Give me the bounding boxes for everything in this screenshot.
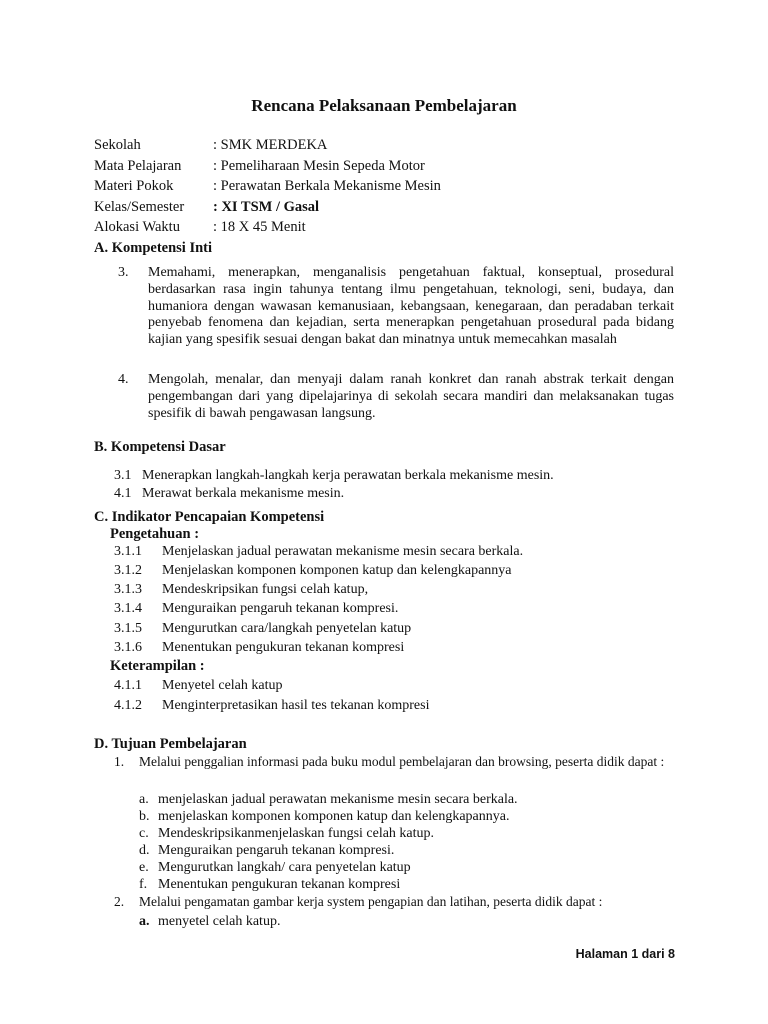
info-row-alokasi-waktu xyxy=(94,217,441,238)
tujuan-sub-item xyxy=(139,809,509,825)
info-value: : Perawatan Berkala Mekanisme Mesin xyxy=(213,178,441,194)
item-text: Menjelaskan jadual perawatan mekanisme mesin secara berkala. xyxy=(162,544,524,559)
item-number: 3.1.1 xyxy=(114,544,142,559)
tujuan-sub-item xyxy=(139,843,394,859)
item-text: Menjelaskan komponen komponen katup dan kelengkapannya xyxy=(162,563,512,578)
item-number: 2. xyxy=(114,894,125,909)
item-text: Menyetel celah katup xyxy=(162,678,283,693)
tujuan-sub-item xyxy=(139,792,518,808)
item-letter: a. xyxy=(139,792,149,807)
item-text: Merawat berkala mekanisme mesin. xyxy=(142,486,345,501)
kompetensi-inti-item xyxy=(118,265,674,349)
info-row-mata-pelajaran xyxy=(94,156,441,177)
item-text: Mengurutkan cara/langkah penyetelan katup xyxy=(162,621,412,636)
info-label: Kelas/Semester xyxy=(94,198,185,215)
tujuan-sub-item xyxy=(139,877,400,893)
info-value: : XI TSM / Gasal xyxy=(213,198,320,215)
item-text: Memahami, menerapkan, menganalisis pengetahuan faktual, konseptual, prosedural berdasarkan rasa ingin tahunya tentang ilmu pengetahuan, teknologi, seni, budaya, dan humaniora dengan wawasan kemanusiaan, kebangsaan, kenegaraan, dan peradaban terkait penyebab fenomena dan kejadian, serta menerapkan pengetahuan prosedural pada bidang kajian yang spesifik sesuai dengan bakat dan minatnya untuk memecahkan masalah xyxy=(148,265,674,348)
info-value: : 18 X 45 Menit xyxy=(213,219,306,235)
kompetensi-dasar-item xyxy=(114,468,554,484)
item-number: 4.1.2 xyxy=(114,698,142,713)
section-b-heading: B. Kompetensi Dasar xyxy=(94,439,226,455)
info-label: Mata Pelajaran xyxy=(94,157,182,174)
item-text: Mendeskripsikanmenjelaskan fungsi celah katup. xyxy=(158,826,435,841)
item-number: 3.1.4 xyxy=(114,601,142,616)
info-label: Materi Pokok xyxy=(94,178,174,194)
info-row-kelas-semester xyxy=(94,197,441,218)
item-number: 3.1.6 xyxy=(114,640,142,655)
item-text: Mendeskripsikan fungsi celah katup, xyxy=(162,582,369,597)
indikator-item xyxy=(114,544,523,560)
item-letter: a. xyxy=(139,914,150,929)
indikator-item xyxy=(114,563,512,579)
item-text: Menginterpretasikan hasil tes tekanan kompresi xyxy=(162,698,430,713)
tujuan-item xyxy=(114,754,676,771)
document-title: Rencana Pelaksanaan Pembelajaran xyxy=(251,96,517,115)
tujuan-item xyxy=(114,894,676,911)
keterampilan-label: Keterampilan : xyxy=(110,658,205,674)
info-label: Alokasi Waktu xyxy=(94,219,180,235)
item-text: Melalui penggalian informasi pada buku modul pembelajaran dan browsing, peserta didik dapat : xyxy=(139,754,665,769)
info-label: Sekolah xyxy=(94,137,141,153)
info-block xyxy=(94,135,441,238)
item-letter: f. xyxy=(139,877,148,892)
item-number: 4. xyxy=(118,372,129,387)
item-text: Menerapkan langkah-langkah kerja perawatan berkala mekanisme mesin. xyxy=(142,468,554,483)
item-number: 1. xyxy=(114,754,125,769)
item-text: menjelaskan jadual perawatan mekanisme mesin secara berkala. xyxy=(158,792,518,807)
info-value: : Pemeliharaan Mesin Sepeda Motor xyxy=(213,157,425,174)
item-text: menjelaskan komponen komponen katup dan kelengkapannya. xyxy=(158,809,510,824)
indikator-item xyxy=(114,582,368,598)
tujuan-sub-item xyxy=(139,826,434,842)
item-number: 3.1.5 xyxy=(114,621,142,636)
pengetahuan-label: Pengetahuan : xyxy=(110,526,200,542)
kompetensi-dasar-item xyxy=(114,486,344,502)
info-value: : SMK MERDEKA xyxy=(213,137,328,153)
tujuan-sub-item xyxy=(139,860,411,876)
item-text: Mengolah, menalar, dan menyaji dalam ranah konkret dan ranah abstrak terkait dengan pengembangan dari yang dipelajarinya di sekolah secara mandiri dan melaksanakan tugas spesifik di bawah pengawasan langsung. xyxy=(148,372,674,421)
tujuan-sub-item xyxy=(139,914,280,930)
item-number: 3.1.3 xyxy=(114,582,142,597)
section-d-heading: D. Tujuan Pembelajaran xyxy=(94,736,247,752)
item-number: 4.1 xyxy=(114,486,132,501)
section-a-heading: A. Kompetensi Inti xyxy=(94,240,213,256)
indikator-item xyxy=(114,678,283,694)
indikator-item xyxy=(114,698,429,714)
info-row-materi-pokok xyxy=(94,176,441,197)
item-text: Menguraikan pengaruh tekanan kompresi. xyxy=(158,843,395,858)
item-number: 3.1 xyxy=(114,468,132,483)
kompetensi-inti-item xyxy=(118,372,674,422)
section-c-heading: C. Indikator Pencapaian Kompetensi xyxy=(94,509,325,525)
item-letter: e. xyxy=(139,860,149,875)
indikator-item xyxy=(114,621,411,637)
page-number-footer: Halaman 1 dari 8 xyxy=(575,947,675,961)
item-text: Mengurutkan langkah/ cara penyetelan katup xyxy=(158,860,411,875)
item-number: 3. xyxy=(118,265,129,280)
item-number: 4.1.1 xyxy=(114,678,142,693)
item-letter: d. xyxy=(139,843,150,858)
item-text: Menentukan pengukuran tekanan kompresi xyxy=(162,640,405,655)
item-text: menyetel celah katup. xyxy=(158,914,281,929)
item-number: 3.1.2 xyxy=(114,563,142,578)
item-text: Menentukan pengukuran tekanan kompresi xyxy=(158,877,401,892)
item-text: Melalui pengamatan gambar kerja system pengapian dan latihan, peserta didik dapat : xyxy=(139,894,603,909)
item-text: Menguraikan pengaruh tekanan kompresi. xyxy=(162,601,399,616)
indikator-item xyxy=(114,601,398,617)
item-letter: b. xyxy=(139,809,150,824)
indikator-item xyxy=(114,640,404,656)
item-letter: c. xyxy=(139,826,149,841)
info-row-sekolah xyxy=(94,135,441,156)
